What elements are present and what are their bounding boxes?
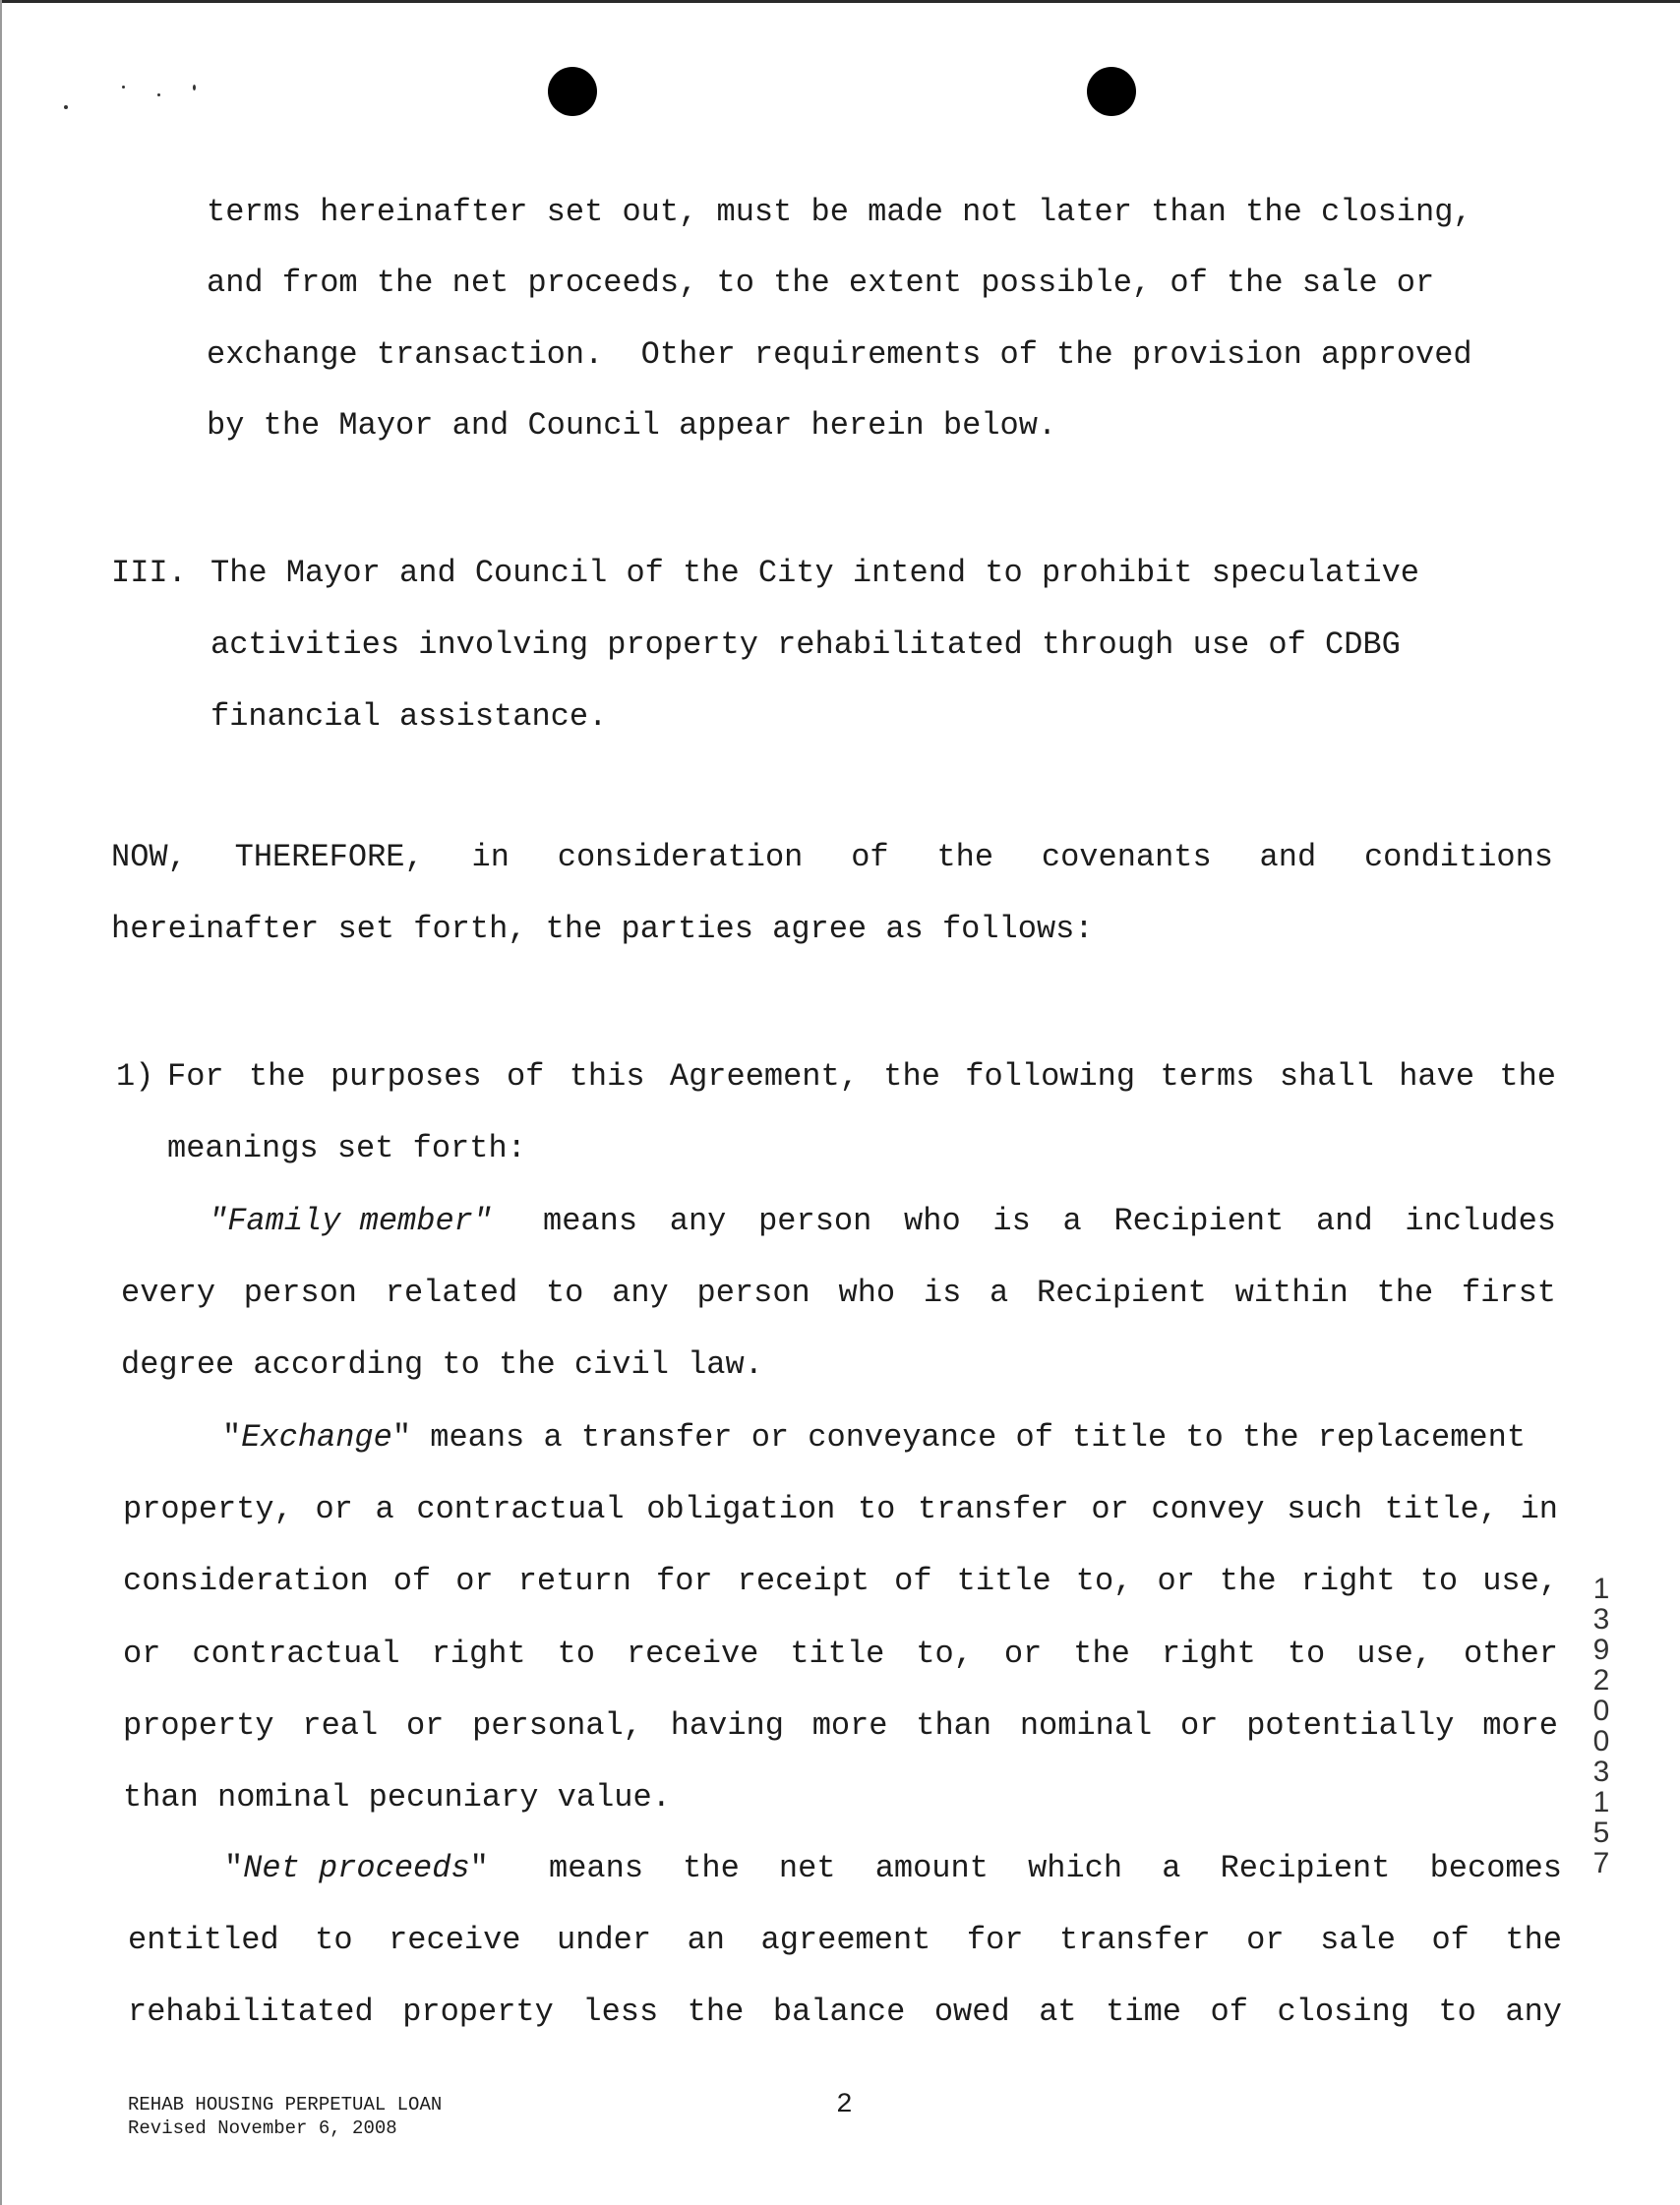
family-member-term [209, 1202, 492, 1241]
item-one-line: For the purposes of this Agreement, the following terms shall have the [167, 1058, 1556, 1095]
family-member-line: every person related to any person who is a Recipient within the first [121, 1275, 1556, 1311]
now-therefore-line: hereinafter set forth, the parties agree as follows: [111, 911, 1094, 947]
exchange-line: or contractual right to receive title to, or the right to use, other [123, 1636, 1558, 1672]
net-proceeds-term [224, 1849, 489, 1888]
section-three-line: activities involving property rehabilitated through use of CDBG [210, 626, 1401, 663]
side-document-number [1572, 1574, 1631, 1878]
side-number-digit: 3 [1592, 1756, 1610, 1788]
continuation-line: exchange transaction. Other requirements of the provision approved [207, 336, 1472, 373]
exchange-first-line [222, 1418, 1526, 1458]
punch-hole-right [1087, 67, 1136, 116]
scan-speck [157, 93, 160, 96]
side-number-digit: 2 [1592, 1664, 1610, 1697]
scan-speck [122, 86, 125, 89]
side-number-digit: 0 [1592, 1695, 1610, 1727]
exchange-line: consideration of or return for receipt of title to, or the right to use, [123, 1563, 1558, 1599]
exchange-first-line-rest: means a transfer or conveyance of title to the replacement [411, 1419, 1527, 1456]
family-member-term-text: "Family member" [209, 1203, 493, 1239]
exchange-quote-open: " [222, 1419, 242, 1456]
net-proceeds-quote-open: " [224, 1850, 244, 1886]
section-three-line: The Mayor and Council of the City intend to prohibit speculative [210, 555, 1419, 591]
continuation-line: terms hereinafter set out, must be made not later than the closing, [207, 194, 1472, 230]
scan-speck [64, 105, 68, 109]
side-number-digit: 1 [1592, 1573, 1610, 1605]
now-therefore-line: NOW, THEREFORE, in consideration of the covenants and conditions [111, 839, 1553, 875]
scan-top-edge [0, 0, 1680, 3]
continuation-line: and from the net proceeds, to the extent possible, of the sale or [207, 265, 1435, 301]
net-proceeds-term-text: Net proceeds [243, 1850, 470, 1886]
family-member-first-line: means any person who is a Recipient and includes [543, 1203, 1556, 1239]
side-number-digit: 5 [1592, 1817, 1610, 1849]
scan-speck [193, 85, 196, 90]
side-number-digit: 7 [1592, 1847, 1610, 1879]
continuation-line: by the Mayor and Council appear herein below. [207, 407, 1057, 444]
family-member-line: degree according to the civil law. [121, 1346, 763, 1383]
net-proceeds-line: entitled to receive under an agreement for transfer or sale of the [128, 1922, 1562, 1958]
net-proceeds-line: rehabilitated property less the balance owed at time of closing to any [128, 1994, 1562, 2030]
section-three-line: financial assistance. [210, 698, 608, 735]
scan-left-edge [0, 0, 2, 2205]
footer-revised-date: Revised November 6, 2008 [128, 2117, 397, 2139]
exchange-line: property, or a contractual obligation to transfer or convey such title, in [123, 1491, 1558, 1527]
footer-document-title: REHAB HOUSING PERPETUAL LOAN [128, 2094, 443, 2116]
side-number-digit: 9 [1592, 1634, 1610, 1666]
section-three-number: III. [111, 555, 187, 591]
punch-hole-left [548, 67, 597, 116]
item-one-number: 1) [116, 1058, 154, 1095]
side-number-digit: 0 [1592, 1725, 1610, 1758]
exchange-term: Exchange [241, 1419, 392, 1456]
exchange-line: than nominal pecuniary value. [123, 1779, 671, 1816]
side-number-digit: 1 [1592, 1786, 1610, 1818]
exchange-quote-close: " [391, 1419, 412, 1456]
page-number: 2 [836, 2090, 853, 2120]
exchange-line: property real or personal, having more than nominal or potentially more [123, 1707, 1558, 1744]
item-one-line: meanings set forth: [167, 1130, 526, 1166]
side-number-digit: 3 [1592, 1603, 1610, 1636]
net-proceeds-quote-close: " [469, 1850, 489, 1886]
net-proceeds-first-line: means the net amount which a Recipient becomes [549, 1850, 1562, 1886]
